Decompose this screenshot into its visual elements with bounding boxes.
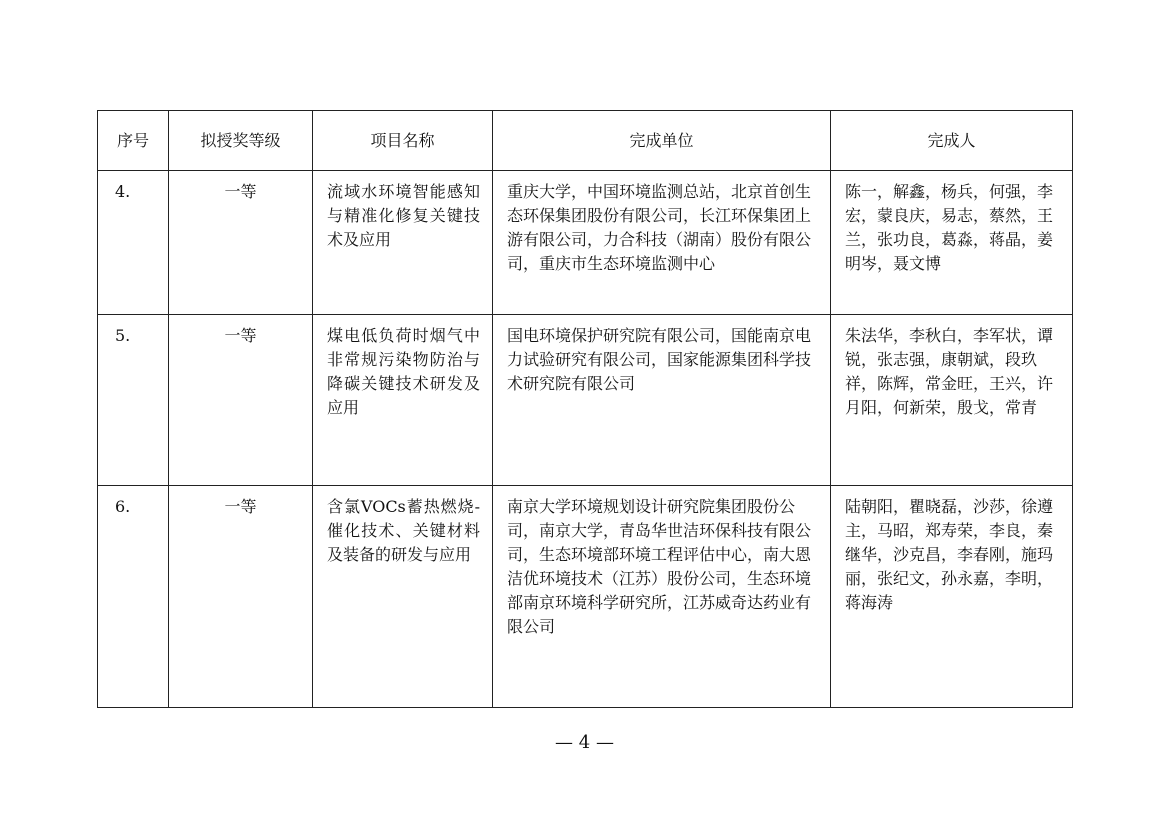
award-table xyxy=(97,110,1073,708)
header-completing-persons: 完成人 xyxy=(831,111,1073,171)
completing-units-cell: 国电环境保护研究院有限公司，国能南京电力试验研究有限公司，国家能源集团科学技术研究院有限公司 xyxy=(493,315,831,486)
serial-number-cell: 6. xyxy=(98,486,169,708)
table-header-row xyxy=(98,111,1073,171)
completing-persons-cell: 陈一，解鑫，杨兵，何强，李宏，蒙良庆，易志，蔡然，王兰，张功良，葛淼，蒋晶，姜明岑，聂文博 xyxy=(831,171,1073,315)
completing-persons-cell: 朱法华，李秋白，李军状，谭锐，张志强，康朝斌，段玖祥，陈辉，常金旺，王兴，许月阳，何新荣，殷戈，常青 xyxy=(831,315,1073,486)
table-row xyxy=(98,486,1073,708)
page-number: — 4 — xyxy=(555,732,614,753)
award-level-cell: 一等 xyxy=(169,486,313,708)
serial-number-cell: 4. xyxy=(98,171,169,315)
project-name-cell: 流域水环境智能感知与精准化修复关键技术及应用 xyxy=(313,171,493,315)
project-name-cell: 含氯VOCs蓄热燃烧-催化技术、关键材料及装备的研发与应用 xyxy=(313,486,493,708)
header-award-level: 拟授奖等级 xyxy=(169,111,313,171)
serial-number-cell: 5. xyxy=(98,315,169,486)
completing-persons-cell: 陆朝阳，瞿晓磊，沙莎，徐遵主，马昭，郑寿荣，李良，秦继华，沙克昌，李春刚，施玛丽，张纪文，孙永嘉，李明，蒋海涛 xyxy=(831,486,1073,708)
table-row xyxy=(98,171,1073,315)
award-level-cell: 一等 xyxy=(169,171,313,315)
project-name-cell: 煤电低负荷时烟气中非常规污染物防治与降碳关键技术研发及应用 xyxy=(313,315,493,486)
header-serial-number: 序号 xyxy=(98,111,169,171)
header-completing-units: 完成单位 xyxy=(493,111,831,171)
completing-units-cell: 重庆大学，中国环境监测总站，北京首创生态环保集团股份有限公司，长江环保集团上游有限公司，力合科技（湖南）股份有限公司，重庆市生态环境监测中心 xyxy=(493,171,831,315)
table-row xyxy=(98,315,1073,486)
completing-units-cell: 南京大学环境规划设计研究院集团股份公司，南京大学，青岛华世洁环保科技有限公司，生态环境部环境工程评估中心，南大恩洁优环境技术（江苏）股份公司，生态环境部南京环境科学研究所，江苏威奇达药业有限公司 xyxy=(493,486,831,708)
header-project-name: 项目名称 xyxy=(313,111,493,171)
award-level-cell: 一等 xyxy=(169,315,313,486)
